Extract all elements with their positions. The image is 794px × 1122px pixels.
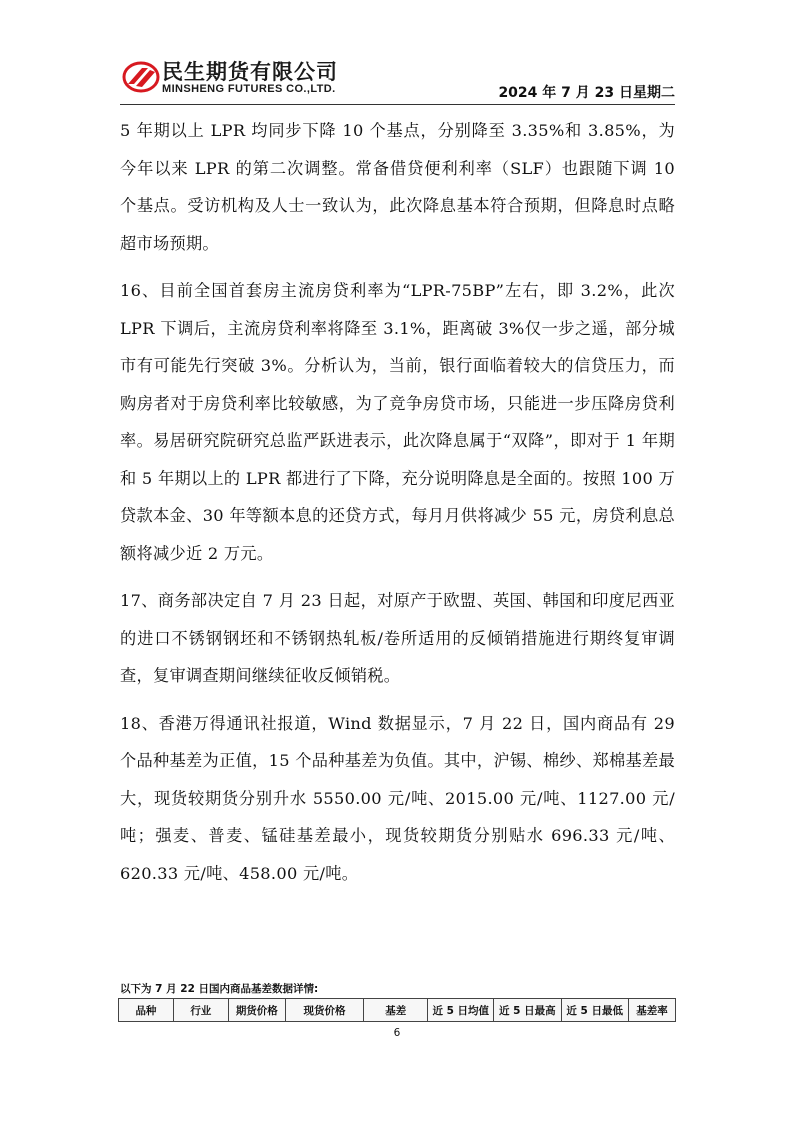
basis-data-table xyxy=(118,998,676,1022)
report-date: 2024 年 7 月 23 日星期二 xyxy=(498,85,675,101)
header-basis: 基差 xyxy=(364,999,428,1022)
header-divider xyxy=(120,104,675,105)
paragraph-lpr-cut: 5 年期以上 LPR 均同步下降 10 个基点，分别降至 3.35%和 3.85%，为今年以来 LPR 的第二次调整。常备借贷便利利率（SLF）也跟随下调 10 个基点。受访机构及人士一致认为，此次降息基本符合预期，但降息时点略超市场预期。 xyxy=(120,121,675,253)
table-header-row xyxy=(119,999,676,1022)
header-spot-price: 现货价格 xyxy=(285,999,363,1022)
table-caption: 以下为 7 月 22 日国内商品基差数据详情: xyxy=(120,983,319,995)
header-basis-rate: 基差率 xyxy=(628,999,675,1022)
company-name-en: MINSHENG FUTURES CO.,LTD. xyxy=(162,83,336,95)
article-body xyxy=(120,112,675,902)
page-header xyxy=(120,56,675,106)
paragraph-18-basis: 18、香港万得通讯社报道，Wind 数据显示，7 月 22 日，国内商品有 29 个品种基差为正值，15 个品种基差为负值。其中，沪锡、棉纱、郑棉基差最大，现货较期货分别升水 5550.00 元/吨、2015.00 元/吨、1127.00 元/吨；强麦、普麦、锰硅基差最小，现货较期货分别贴水 696.33 元/吨、620.33 元/吨、458.00 元/吨。 xyxy=(120,713,675,883)
header-futures-price: 期货价格 xyxy=(228,999,285,1022)
header-5day-high: 近 5 日最高 xyxy=(494,999,561,1022)
company-logo xyxy=(120,56,370,102)
paragraph-16-mortgage: 16、目前全国首套房主流房贷利率为“LPR-75BP”左右，即 3.2%，此次 LPR 下调后，主流房贷利率将降至 3.1%，距离破 3%仅一步之遥，部分城市有可能先行突破 3%。分析认为，当前，银行面临着较大的信贷压力，而购房者对于房贷利率比较敏感，为了竞争房贷市场，只能进一步压降房贷利率。易居研究院研究总监严跃进表示，此次降息属于“双降”，即对于 1 年期和 5 年期以上的 LPR 都进行了下降，充分说明降息是全面的。按照 100 万贷款本金、30 年等额本息的还贷方式，每月月供将减少 55 元，房贷利息总额将减少近 2 万元。 xyxy=(120,281,675,563)
header-industry: 行业 xyxy=(173,999,228,1022)
header-variety: 品种 xyxy=(119,999,174,1022)
company-name-cn: 民生期货有限公司 xyxy=(162,60,338,84)
page-number: 6 xyxy=(393,1027,401,1039)
paragraph-17-antidumping: 17、商务部决定自 7 月 23 日起，对原产于欧盟、英国、韩国和印度尼西亚的进口不锈钢钢坯和不锈钢热轧板/卷所适用的反倾销措施进行期终复审调查，复审调查期间继续征收反倾销税。 xyxy=(120,591,675,685)
minsheng-logo-icon xyxy=(122,60,160,94)
header-5day-avg: 近 5 日均值 xyxy=(428,999,494,1022)
header-5day-low: 近 5 日最低 xyxy=(561,999,628,1022)
